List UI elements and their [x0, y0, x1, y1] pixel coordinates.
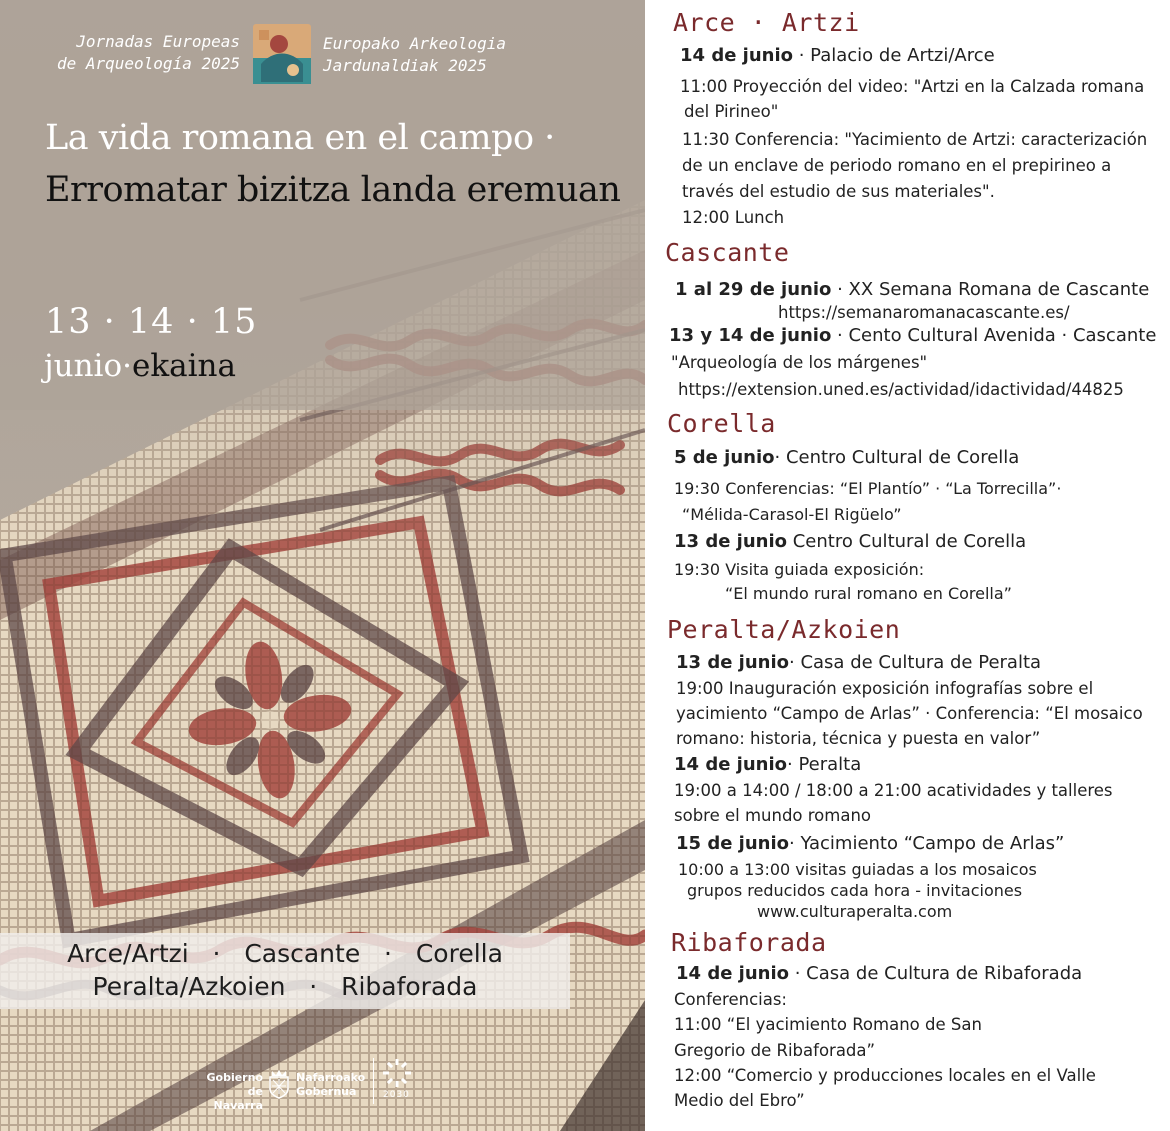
header-es-line1: Jornadas Europeas	[76, 32, 240, 51]
government-name-eu	[296, 1071, 365, 1099]
month-separator: ·	[122, 348, 132, 384]
peralta-line: 19:00 Inauguración exposición infografías sobre el	[676, 679, 1094, 698]
peralta-event-1	[676, 652, 1041, 673]
month-eu: ekaina	[131, 348, 236, 384]
event-venue: · Palacio de Artzi/Arce	[793, 45, 995, 66]
program-panel	[645, 0, 1170, 1131]
event-date: 5 de junio	[674, 447, 775, 468]
event-venue: · Casa de Cultura de Ribaforada	[789, 963, 1083, 984]
ribaforada-line: 11:00 “El yacimiento Romano de San	[674, 1015, 982, 1034]
peralta-link[interactable]: www.culturaperalta.com	[757, 902, 953, 921]
ribaforada-line: Medio del Ebro”	[674, 1091, 805, 1110]
towns-line-2: Peralta/Azkoien · Ribaforada	[92, 972, 478, 1001]
government-logo	[195, 1056, 435, 1112]
header-es-line2: de Arqueología 2025	[56, 54, 240, 73]
arce-line: 11:30 Conferencia: "Yacimiento de Artzi: caracterización	[682, 130, 1148, 149]
corella-line: “Mélida-Carasol-El Rigüelo”	[682, 505, 902, 524]
event-venue: · Cento Cultural Avenida · Cascante	[831, 325, 1157, 346]
ribaforada-line: Gregorio de Ribaforada”	[674, 1041, 876, 1060]
event-date: 14 de junio	[680, 45, 794, 66]
arce-line: de un enclave de periodo romano en el prepirineo a	[682, 156, 1112, 175]
government-es-line2: de Navarra	[213, 1085, 263, 1112]
event-date: 13 de junio	[676, 652, 790, 673]
section-title-cascante: Cascante	[665, 238, 790, 267]
cascante-link-2[interactable]: https://extension.uned.es/actividad/idactividad/44825	[678, 380, 1124, 399]
event-venue: · Peralta	[787, 754, 862, 775]
peralta-line: sobre el mundo romano	[674, 806, 872, 825]
agenda-2030-ring-icon	[382, 1058, 412, 1088]
arce-line: 11:00 Proyección del video: "Artzi en la Calzada romana	[680, 77, 1145, 96]
arce-line: 12:00 Lunch	[682, 208, 785, 227]
corella-line: 19:30 Conferencias: “El Plantío” · “La Torrecilla”·	[674, 479, 1062, 498]
peralta-event-2	[674, 754, 861, 775]
poster-title	[45, 112, 635, 216]
peralta-event-3	[676, 833, 1064, 854]
peralta-line: 10:00 a 13:00 visitas guiadas a los mosaicos	[678, 860, 1037, 879]
cascante-event-1	[675, 279, 1149, 300]
ribaforada-line: 12:00 “Comercio y producciones locales en el Valle	[674, 1066, 1096, 1085]
header-eu	[323, 33, 583, 77]
corella-line: “El mundo rural romano en Corella”	[725, 584, 1012, 603]
agenda-year: 2030	[383, 1090, 410, 1100]
arce-event-1	[680, 45, 995, 66]
ribaforada-event-1	[676, 963, 1082, 984]
event-logo-icon	[253, 24, 311, 84]
event-venue: Centro Cultural de Corella	[787, 531, 1027, 552]
arce-line: del Pirineo"	[684, 102, 779, 121]
event-venue: · Casa de Cultura de Peralta	[789, 652, 1042, 673]
cascante-link-1[interactable]: https://semanaromanacascante.es/	[778, 303, 1070, 322]
event-date: 1 al 29 de junio	[675, 279, 832, 300]
government-eu-line2: Gobernua	[296, 1085, 357, 1098]
event-date: 14 de junio	[674, 754, 788, 775]
peralta-line: romano: historia, técnica y puesta en valor”	[676, 729, 1041, 748]
peralta-line: grupos reducidos cada hora - invitaciones	[687, 881, 1023, 900]
event-date: 13 de junio	[674, 531, 788, 552]
navarra-shield-icon	[268, 1069, 290, 1099]
government-name-es	[197, 1071, 263, 1113]
section-title-ribaforada: Ribaforada	[671, 928, 827, 957]
event-date: 13 y 14 de junio	[669, 325, 832, 346]
towns-line-1: Arce/Artzi · Cascante · Corella	[67, 939, 503, 968]
peralta-line: 19:00 a 14:00 / 18:00 a 21:00 acatividades y talleres	[674, 781, 1113, 800]
event-venue: · XX Semana Romana de Cascante	[831, 279, 1150, 300]
arce-line: través del estudio de sus materiales".	[682, 182, 995, 201]
corella-event-2	[674, 531, 1026, 552]
section-title-corella: Corella	[667, 409, 776, 438]
event-venue: · Centro Cultural de Corella	[774, 447, 1020, 468]
corella-event-1	[674, 447, 1019, 468]
logo-divider	[373, 1058, 374, 1104]
event-date: 14 de junio	[676, 963, 790, 984]
government-eu-line1: Nafarroako	[296, 1071, 366, 1084]
month-es: junio	[44, 348, 123, 384]
header-es	[20, 31, 240, 75]
cascante-event-2	[669, 325, 1156, 346]
title-es: La vida romana en el campo ·	[45, 118, 555, 158]
peralta-line: yacimiento “Campo de Arlas” · Conferencia: “El mosaico	[676, 704, 1143, 723]
corella-line: 19:30 Visita guiada exposición:	[674, 560, 925, 579]
header-eu-line1: Europako Arkeologia	[323, 34, 507, 53]
section-title-arce: Arce · Artzi	[673, 8, 860, 37]
event-month	[44, 348, 236, 384]
cascante-line: "Arqueología de los márgenes"	[671, 353, 928, 372]
ribaforada-line: Conferencias:	[674, 990, 787, 1009]
event-days: 13 · 14 · 15	[45, 302, 258, 342]
event-venue: · Yacimiento “Campo de Arlas”	[789, 833, 1065, 854]
title-eu: Erromatar bizitza landa eremuan	[45, 170, 621, 210]
government-es-line1: Gobierno	[206, 1071, 263, 1084]
section-title-peralta: Peralta/Azkoien	[667, 615, 901, 644]
header-eu-line2: Jardunaldiak 2025	[323, 56, 487, 75]
event-date: 15 de junio	[676, 833, 790, 854]
